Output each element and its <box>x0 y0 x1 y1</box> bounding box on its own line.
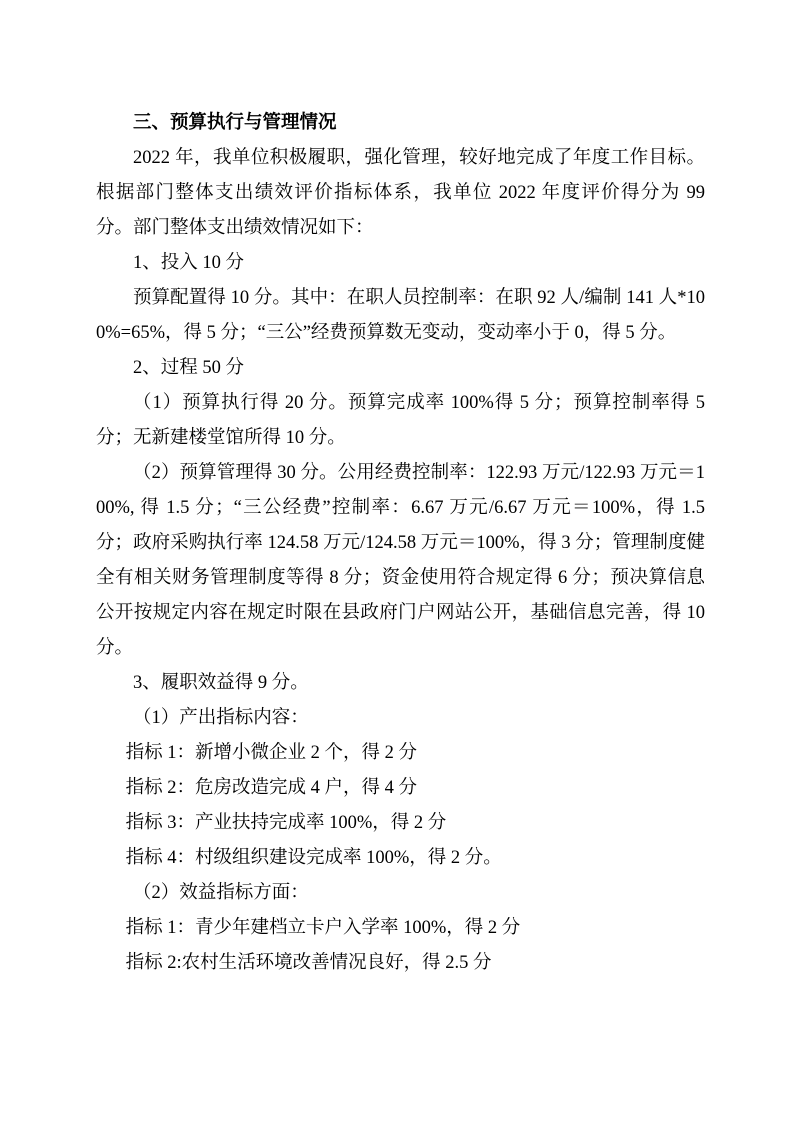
indicator-line: 指标 2：危房改造完成 4 户，得 4 分 <box>125 778 417 798</box>
list-item-performance: 3、履职效益得 9 分。 <box>133 673 309 693</box>
paragraph: 2022 年，我单位积极履职，强化管理，较好地完成了年度工作目标。根据部门整体支出绩效评价指标体系，我单位 2022 年度评价得分为 99 分。部门整体支出绩效情况如下： <box>96 148 705 238</box>
list-item-input: 1、投入 10 分 <box>133 253 245 273</box>
indicator-line: 指标 1：青少年建档立卡户入学率 100%，得 2 分 <box>125 918 521 938</box>
paragraph: （2）预算管理得 30 分。公用经费控制率：122.93 万元/122.93 万元＝100%, 得 1.5 分；“三公经费”控制率：6.67 万元/6.67 万元＝100%，得 1.5 分；政府采购执行率 124.58 万元/124.58 万元＝100%，得 3 分；管理制度健全有相关财务管理制度等得 8 分；资金使用符合规定得 6 分；预决算信息公开按规定内容在规定时限在县政府门户网站公开，基础信息完善，得 10 分。 <box>96 463 705 658</box>
indicator-line: 指标 2:农村生活环境改善情况良好，得 2.5 分 <box>125 953 492 973</box>
paragraph: 预算配置得 10 分。其中：在职人员控制率：在职 92 人/编制 141 人*100%=65%，得 5 分；“三公”经费预算数无变动，变动率小于 0，得 5 分。 <box>96 288 705 343</box>
indicator-line: 指标 3：产业扶持完成率 100%，得 2 分 <box>125 813 447 833</box>
paragraph: （1）预算执行得 20 分。预算完成率 100%得 5 分；预算控制率得 5 分；无新建楼堂馆所得 10 分。 <box>96 393 705 448</box>
list-item-output-indicators: （1）产出指标内容： <box>133 708 309 728</box>
list-item-benefit-indicators: （2）效益指标方面： <box>133 883 309 903</box>
section-heading: 三、预算执行与管理情况 <box>133 113 337 133</box>
indicator-line: 指标 1：新增小微企业 2 个，得 2 分 <box>125 743 417 763</box>
indicator-line: 指标 4：村级组织建设完成率 100%，得 2 分。 <box>125 848 502 868</box>
list-item-process: 2、过程 50 分 <box>133 358 245 378</box>
